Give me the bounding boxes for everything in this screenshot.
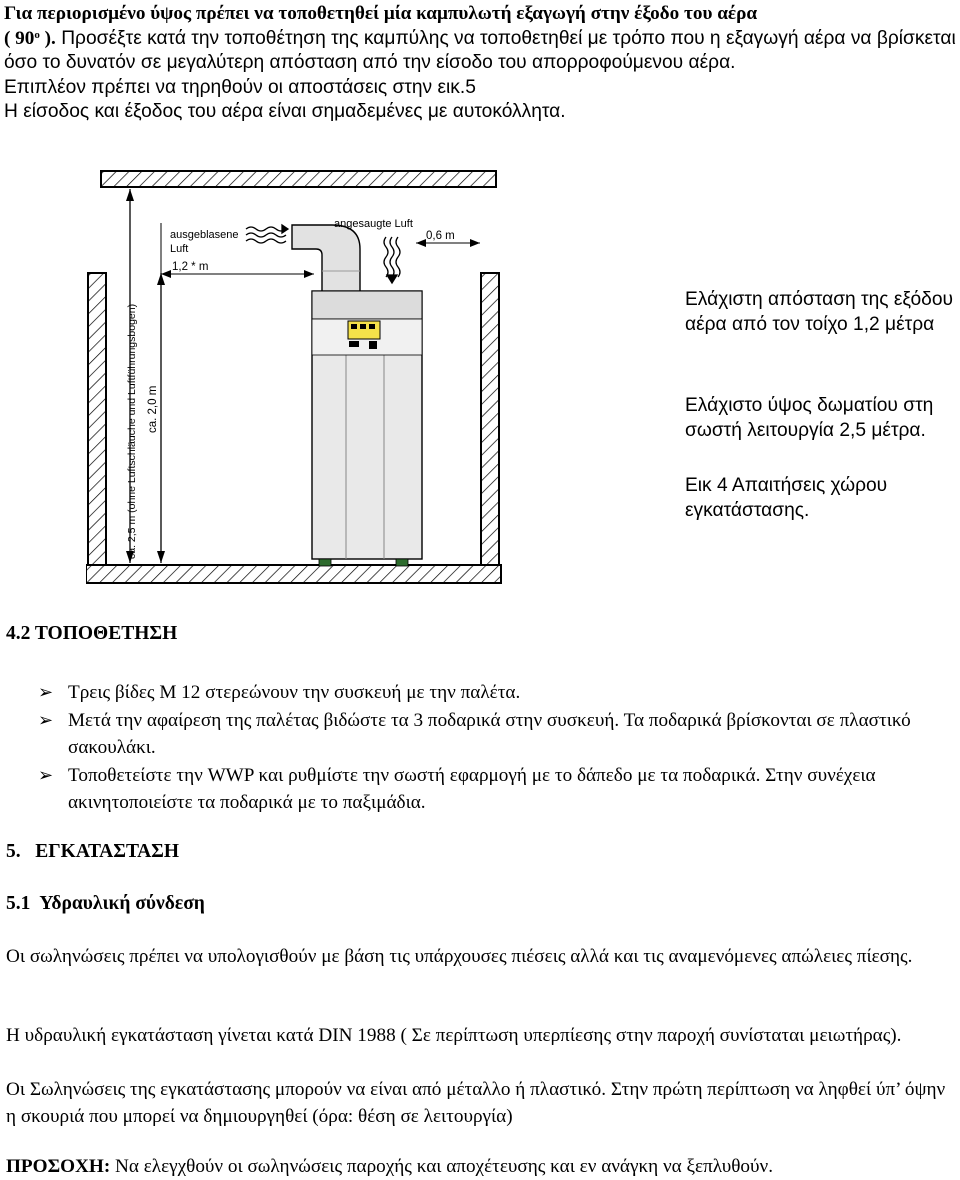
left-wall [88, 273, 106, 565]
hydraulic-paragraph-1: Οι σωληνώσεις πρέπει να υπολογισθούν με βάση τις υπάρχουσες πιέσεις αλλά και τις αναμενόμενες απώλειες πίεσης. [6, 946, 913, 967]
section-5-heading: 5. ΕΓΚΑΤΑΣΤΑΣΗ [6, 841, 180, 862]
room-height-label: ca. 2,5 m (ohne Luftschläuche und Luftführungsbogen) [126, 303, 138, 559]
foot-right [396, 559, 408, 566]
intro-line-1: Για περιορισμένο ύψος πρέπει να τοποθετηθεί μία καμπυλωτή εξαγωγή στην έξοδο του αέρα [4, 3, 758, 24]
intro-paragraph [4, 2, 956, 125]
hydraulic-paragraph-3: Οι Σωληνώσεις της εγκατάστασης μπορούν να είναι από μέταλλο ή πλαστικό. Στην πρώτη περίπτωση να ληφθεί ύπ’ όψην η σκουριά που μπορεί να δημιουργηθεί (όρα: θέση σε λειτουργία) [6, 1079, 946, 1127]
unit-height-label: ca. 2,0 m [147, 385, 159, 433]
list-item-text: Τρεις βίδες Μ 12 στερεώνουν την συσκευή με την παλέτα. [68, 682, 521, 703]
bullet-arrow-icon: ➢ [38, 682, 54, 702]
warning-label: ΠΡΟΣΟΧΗ: [6, 1156, 111, 1177]
exhaust-air-label-2: Luft [170, 243, 189, 255]
intro-line-3: Επιπλέον πρέπει να τηρηθούν οι αποστάσεις στην εικ.5 [4, 76, 476, 98]
section-4-2-heading: 4.2 ΤΟΠΟΘΕΤΗΣΗ [6, 623, 178, 644]
intro-angle-close: ). [39, 27, 56, 49]
caption-min-distance-text: Ελάχιστη απόσταση της εξόδου αέρα από τον τοίχο 1,2 μέτρα [685, 289, 954, 335]
list-item [38, 707, 958, 761]
foot-left [319, 559, 331, 566]
hydraulic-paragraph-2: Η υδραυλική εγκατάσταση γίνεται κατά DIN 1988 ( Σε περίπτωση υπερπίεσης στην παροχή συνίσταται μειωτήρας). [6, 1025, 902, 1046]
intro-line-2-text: Προσέξτε κατά την τοποθέτηση της καμπύλης να τοποθετηθεί με τρόπο που η εξαγωγή αέρα να βρίσκεται όσο το δυνατόν σε μεγαλύτερη απόσταση από την είσοδο του απορροφούμενου αέρα. [4, 27, 956, 73]
warning-text: Να ελεγχθούν οι σωληνώσεις παροχής και αποχέτευσης και εν ανάγκη να ξεπλυθούν. [110, 1156, 774, 1177]
bullet-arrow-icon: ➢ [38, 710, 54, 730]
installation-diagram [86, 163, 506, 588]
exhaust-air-waves-icon [246, 225, 288, 243]
bullet-arrow-icon: ➢ [38, 765, 54, 785]
figure-caption [685, 473, 957, 523]
figure-caption-text: Εικ 4 Απαιτήσεις χώρου εγκατάστασης. [685, 475, 888, 521]
intro-angle [4, 28, 56, 49]
list-item-text: Τοποθετείστε την WWP και ρυθμίστε την σωστή εφαρμογή με το δάπεδο με τα ποδαρικά. Στην συνέχεια ακινητοποιείστε τα ποδαρικά με το παξιμάδια. [68, 765, 876, 813]
intro-line-2 [4, 27, 956, 76]
caption-min-height [685, 393, 957, 443]
intro-angle-value: ( 90 [4, 27, 35, 49]
exhaust-air-label-1: ausgeblasene [170, 229, 239, 241]
installation-steps-list [38, 679, 958, 817]
ceiling [101, 171, 496, 187]
intro-line-4: Η είσοδος και έξοδος του αέρα είναι σημαδεμένες με αυτοκόλλητα. [4, 101, 566, 122]
caption-min-height-text: Ελάχιστο ύψος δωματίου στη σωστή λειτουργία 2,5 μέτρα. [685, 395, 934, 441]
intake-air-label: angesaugte Luft [334, 218, 413, 230]
right-wall [481, 273, 499, 565]
floor [86, 565, 501, 583]
air-duct-bend [292, 225, 360, 293]
wall-distance-label: 1,2 * m [172, 261, 209, 273]
warning-paragraph [6, 1153, 956, 1180]
list-item-text: Μετά την αφαίρεση της παλέτας βιδώστε τα 3 ποδαρικά στην συσκευή. Τα ποδαρικά βρίσκονται σε πλαστικό σακουλάκι. [68, 710, 911, 758]
rear-gap-label: 0,6 m [426, 230, 455, 242]
list-item [38, 679, 958, 706]
intake-air-waves-icon [384, 237, 400, 283]
caption-min-distance [685, 287, 957, 337]
degree-sign: o [34, 28, 40, 41]
section-5-1-heading: 5.1 Υδραυλική σύνδεση [6, 893, 205, 914]
list-item [38, 762, 958, 816]
